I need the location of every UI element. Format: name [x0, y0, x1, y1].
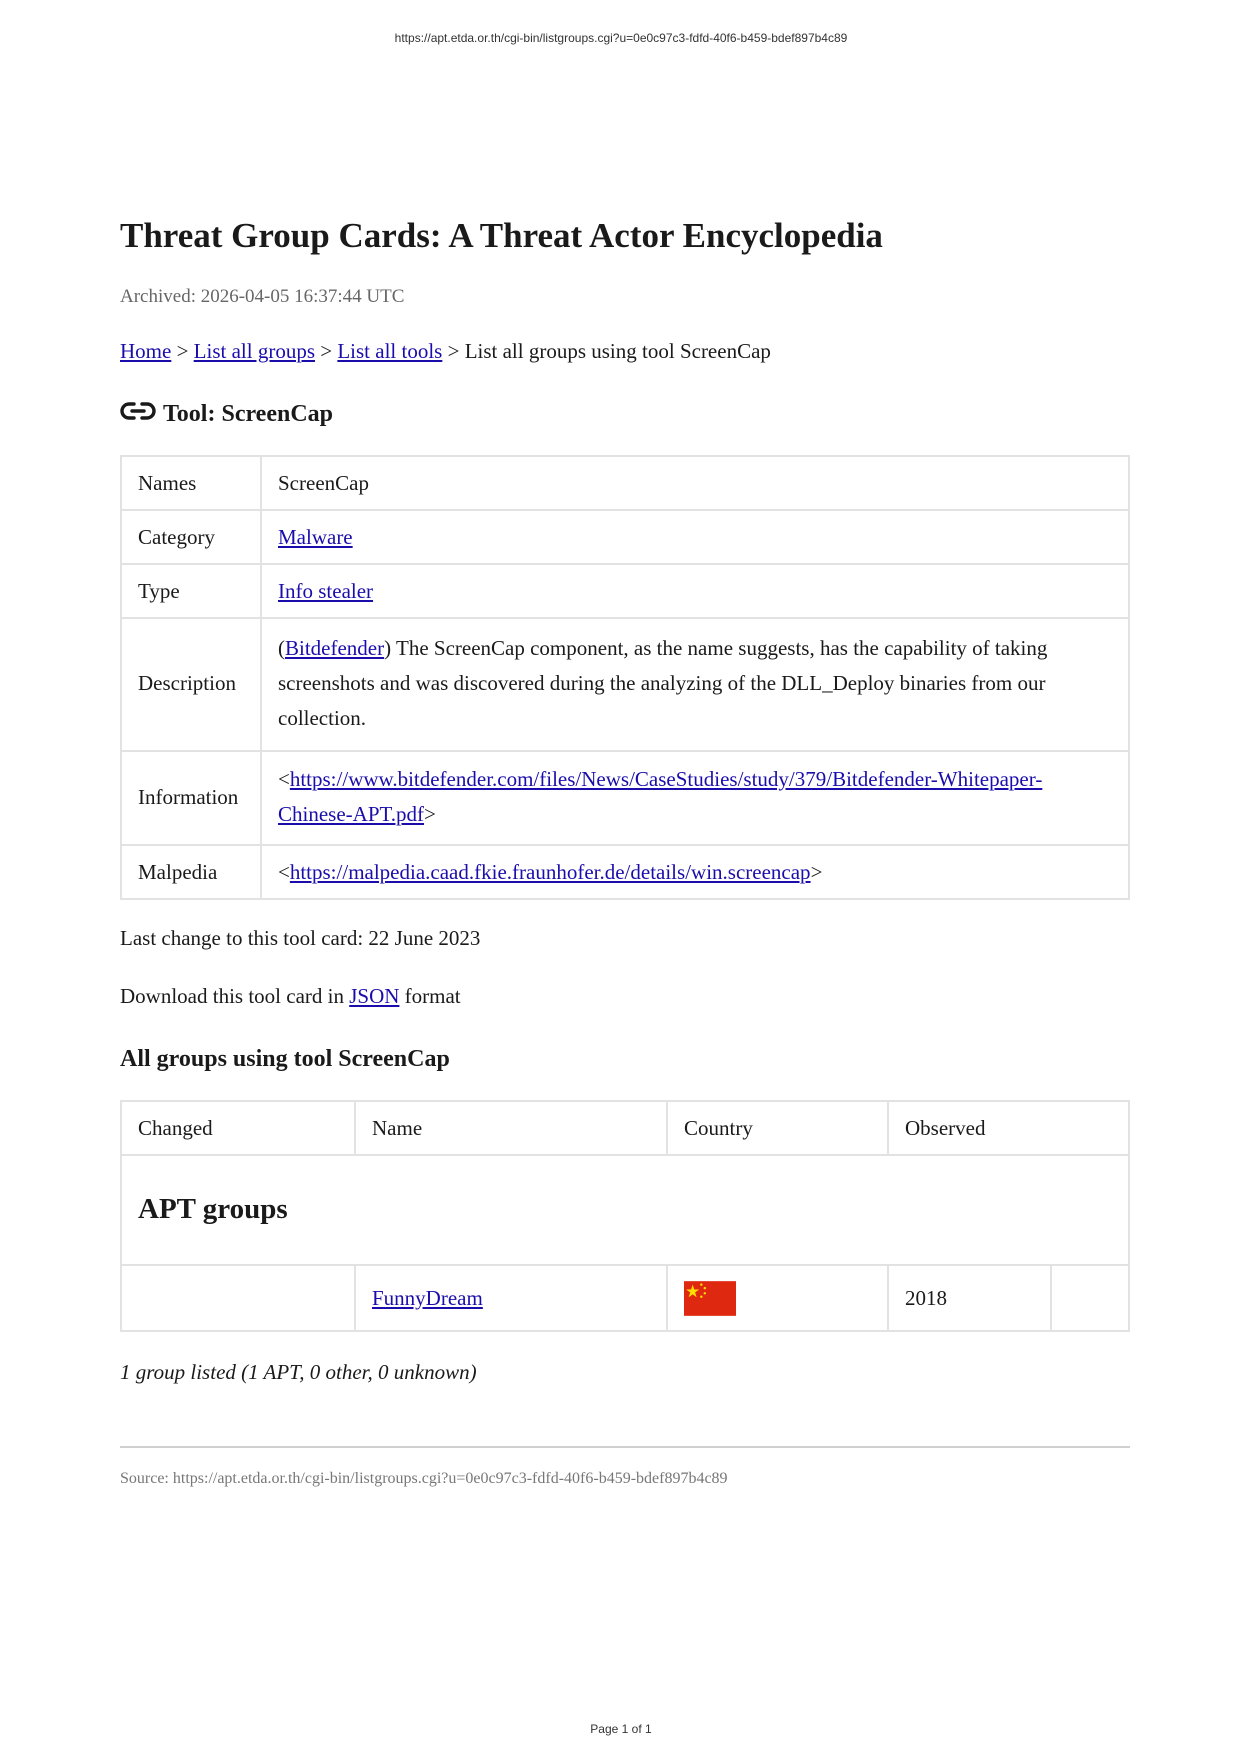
angle-open: <: [278, 859, 290, 884]
source-url: Source: https://apt.etda.or.th/cgi-bin/listgroups.cgi?u=0e0c97c3-fdfd-40f6-b459-bdef897b4c89: [120, 1470, 728, 1487]
page-number: Page 1 of 1: [590, 1722, 652, 1736]
table-row: [121, 456, 1129, 510]
groups-table: [120, 1100, 1130, 1332]
malpedia-value: [261, 845, 1129, 899]
malpedia-link[interactable]: https://malpedia.caad.fkie.fraunhofer.de/details/win.screencap: [289, 859, 811, 884]
table-row: [121, 564, 1129, 618]
bitdefender-source-link[interactable]: Bitdefender: [285, 636, 385, 660]
paren-open: (: [278, 636, 285, 660]
observed-cell: 2018: [888, 1265, 1051, 1331]
tool-heading-row: [120, 399, 1130, 429]
changed-cell: [121, 1265, 355, 1331]
table-row: [121, 618, 1129, 751]
groups-heading: All groups using tool ScreenCap: [120, 1046, 450, 1072]
archived-timestamp: Archived: 2026-04-05 16:37:44 UTC: [120, 286, 405, 307]
divider: [120, 1446, 1130, 1448]
breadcrumb-groups-link[interactable]: List all groups: [193, 339, 315, 363]
description-value: [261, 618, 1129, 751]
breadcrumb-home-link[interactable]: Home: [120, 339, 172, 363]
groups-summary: 1 group listed (1 APT, 0 other, 0 unknown): [120, 1360, 477, 1384]
breadcrumb-tools-link[interactable]: List all tools: [337, 339, 443, 363]
angle-close: >: [810, 859, 823, 884]
section-label-apt: APT groups: [138, 1192, 288, 1225]
breadcrumb-separator: >: [447, 339, 460, 363]
section-cell: [121, 1155, 1129, 1265]
json-download-link[interactable]: JSON: [349, 984, 400, 1008]
name-cell: [355, 1265, 667, 1331]
information-value: [261, 751, 1129, 845]
table-header-row: [121, 1101, 1129, 1155]
angle-open: <: [278, 767, 290, 791]
download-line: [120, 982, 1130, 1010]
table-row: [121, 845, 1129, 899]
information-link[interactable]: https://www.bitdefender.com/files/News/CaseStudies/study/379/Bitdefender-Whitepaper-Chinese-APT.pdf: [278, 767, 1043, 826]
group-link-funnydream[interactable]: FunnyDream: [372, 1285, 483, 1310]
download-text-after: format: [399, 984, 461, 1008]
angle-close: >: [424, 802, 436, 826]
last-change-text: Last change to this tool card: 22 June 2023: [120, 926, 481, 950]
tool-heading: Tool: ScreenCap: [163, 401, 334, 427]
column-header-observed: Observed: [888, 1101, 1129, 1155]
download-text-before: Download this tool card in: [120, 984, 350, 1008]
link-icon: [120, 399, 156, 423]
table-row: [121, 751, 1129, 845]
type-link[interactable]: Info stealer: [278, 578, 374, 603]
breadcrumb: [120, 337, 1130, 365]
information-label: Information: [121, 751, 261, 845]
malpedia-label: Malpedia: [121, 845, 261, 899]
breadcrumb-separator: >: [176, 339, 189, 363]
china-flag-icon: [684, 1281, 736, 1316]
breadcrumb-separator: >: [320, 339, 333, 363]
tool-details-table: [120, 455, 1130, 900]
table-row: [121, 510, 1129, 564]
main-content: [120, 212, 1130, 1490]
names-label: Names: [121, 456, 261, 510]
type-cell: [261, 564, 1129, 618]
names-value: ScreenCap: [261, 456, 1129, 510]
column-header-changed: Changed: [121, 1101, 355, 1155]
column-header-country: Country: [667, 1101, 888, 1155]
breadcrumb-current: List all groups using tool ScreenCap: [464, 339, 771, 363]
page-title: Threat Group Cards: A Threat Actor Encyclopedia: [120, 216, 883, 255]
print-header-url: https://apt.etda.or.th/cgi-bin/listgroups.cgi?u=0e0c97c3-fdfd-40f6-b459-bdef897b4c89: [394, 31, 848, 45]
description-label: Description: [121, 618, 261, 751]
table-row: [121, 1265, 1129, 1331]
section-row: [121, 1155, 1129, 1265]
extra-cell: [1051, 1265, 1129, 1331]
country-cell: [667, 1265, 888, 1331]
category-label: Category: [121, 510, 261, 564]
category-cell: [261, 510, 1129, 564]
category-link[interactable]: Malware: [278, 524, 353, 549]
type-label: Type: [121, 564, 261, 618]
description-text: ) The ScreenCap component, as the name suggests, has the capability of taking screenshots and was discovered during the analyzing of the DLL_Deploy binaries from our collection.: [278, 636, 1048, 730]
column-header-name: Name: [355, 1101, 667, 1155]
